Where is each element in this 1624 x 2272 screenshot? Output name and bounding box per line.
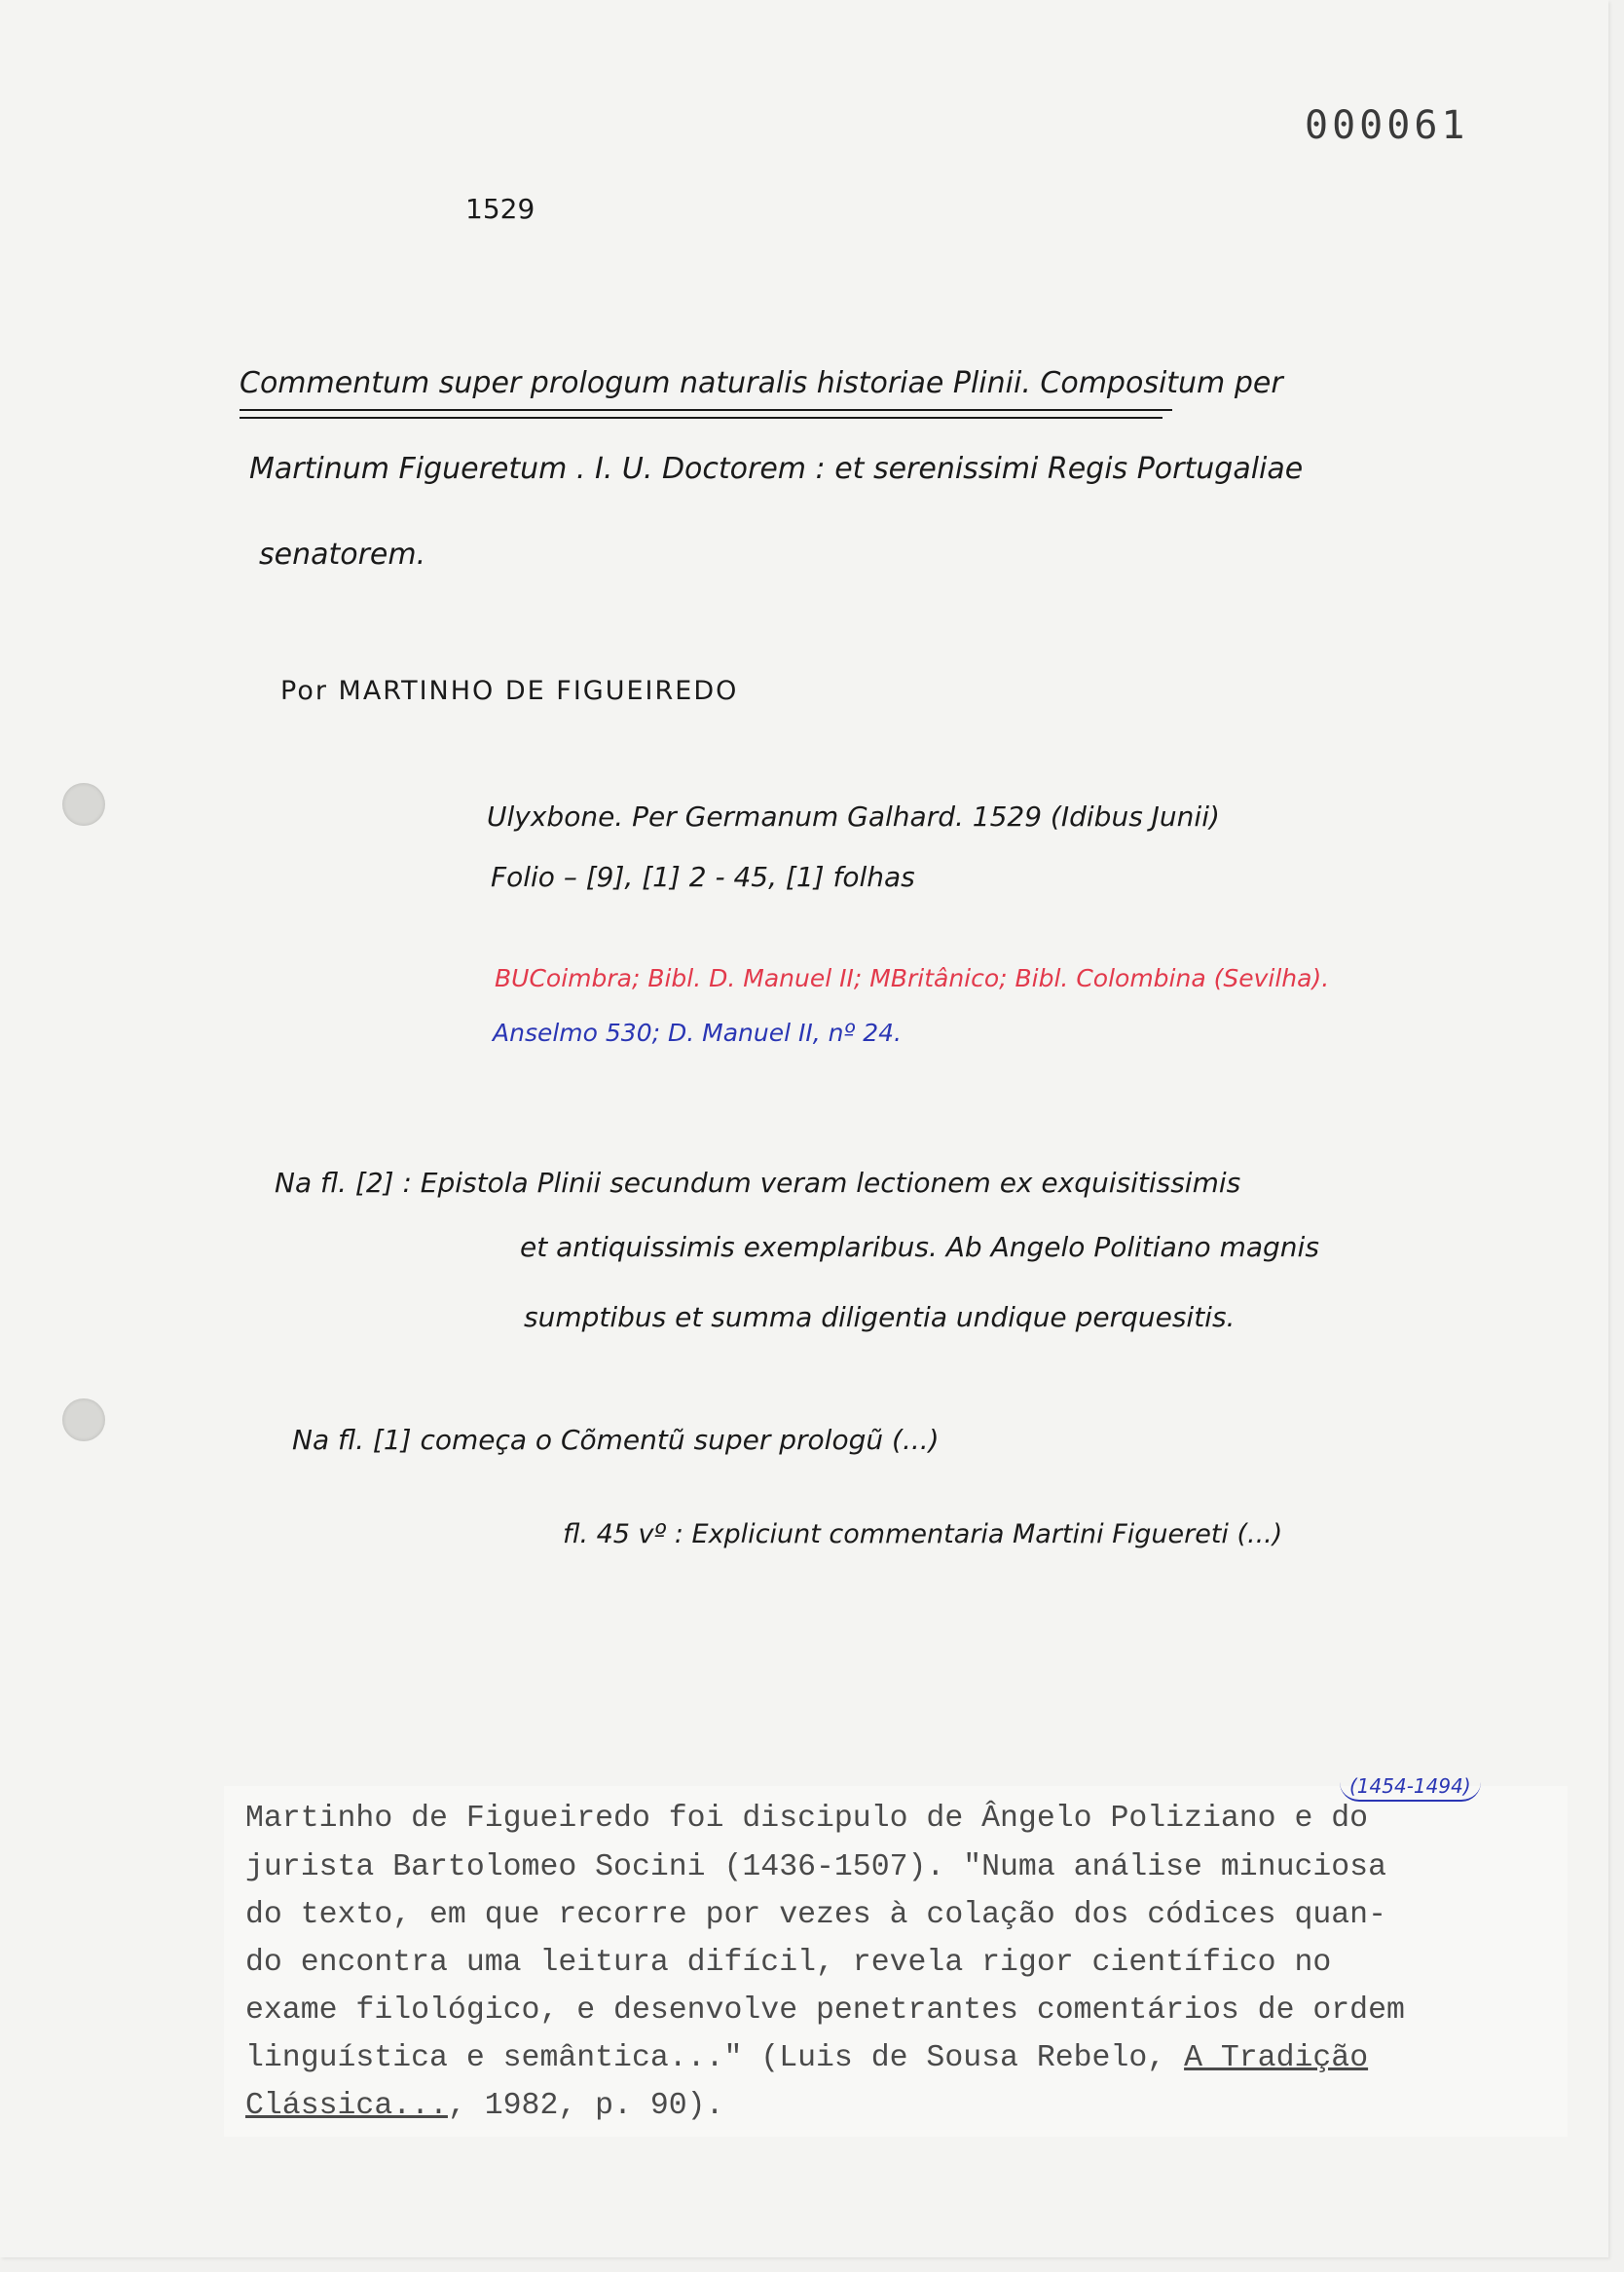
title-underline-double [240,417,1163,419]
typed-note-line-3: do texto, em que recorre por vezes à colação dos códices quan- [245,1898,1386,1932]
note-fl2-line-2: et antiquissimis exemplaribus. Ab Angelo Politiano magnis [520,1231,1319,1263]
typed-note-line-6 [245,2041,1368,2075]
typed-note-line-6-text: linguística e semântica..." (Luis de Sousa Rebelo, [245,2041,1185,2075]
cited-work-title-part-1: A Tradição [1184,2041,1369,2075]
note-fl1: Na fl. [1] começa o Cõmentũ super prologũ (...) [292,1424,940,1456]
note-fl2-line-3: sumptibus et summa diligentia undique perquesitis. [524,1301,1236,1333]
typed-note-line-1: Martinho de Figueiredo foi discipulo de Ângelo Poliziano e do [245,1802,1369,1836]
library-locations: BUCoimbra; Bibl. D. Manuel II; MBritânico; Bibl. Colombina (Sevilha). [495,964,1330,992]
typed-note-line-2: jurista Bartolomeo Socini (1436-1507). "Numa análise minuciosa [245,1850,1386,1884]
title-underline [240,409,1172,411]
year: 1529 [465,193,535,225]
imprint-line-2: Folio – [9], [1] 2 - 45, [1] folhas [491,861,915,893]
title-line-1: Commentum super prologum naturalis historiae Plinii. Compositum per [240,366,1283,400]
typed-note-line-4: do encontra uma leitura difícil, revela rigor científico no [245,1946,1332,1980]
imprint-line-1: Ulyxbone. Per Germanum Galhard. 1529 (Idibus Junii) [487,801,1220,833]
typed-note-slip [224,1774,1568,2137]
author: Por MARTINHO DE FIGUEIREDO [280,676,739,706]
note-fl2-line-1: Na fl. [2] : Epistola Plinii secundum veram lectionem ex exquisitissimis [275,1167,1241,1199]
bibliographic-references: Anselmo 530; D. Manuel II, nº 24. [493,1019,902,1047]
stamp-number: 000061 [1305,103,1469,148]
punch-hole-bottom [62,1398,105,1441]
typed-note-line-7 [245,2089,723,2123]
note-fl45: fl. 45 vº : Expliciunt commentaria Martini Figuereti (...) [563,1519,1283,1549]
typed-note-line-5: exame filológico, e desenvolve penetrantes comentários de ordem [245,1993,1405,2028]
cited-work-title-part-2: Clássica... [245,2089,448,2123]
handwritten-dates-annotation: (1454-1494) [1340,1774,1481,1802]
typed-note-line-7-text: , 1982, p. 90). [447,2089,724,2123]
punch-hole-top [62,783,105,826]
title-line-3: senatorem. [259,538,426,572]
title-line-2: Martinum Figueretum . I. U. Doctorem : et serenissimi Regis Portugaliae [249,452,1304,486]
